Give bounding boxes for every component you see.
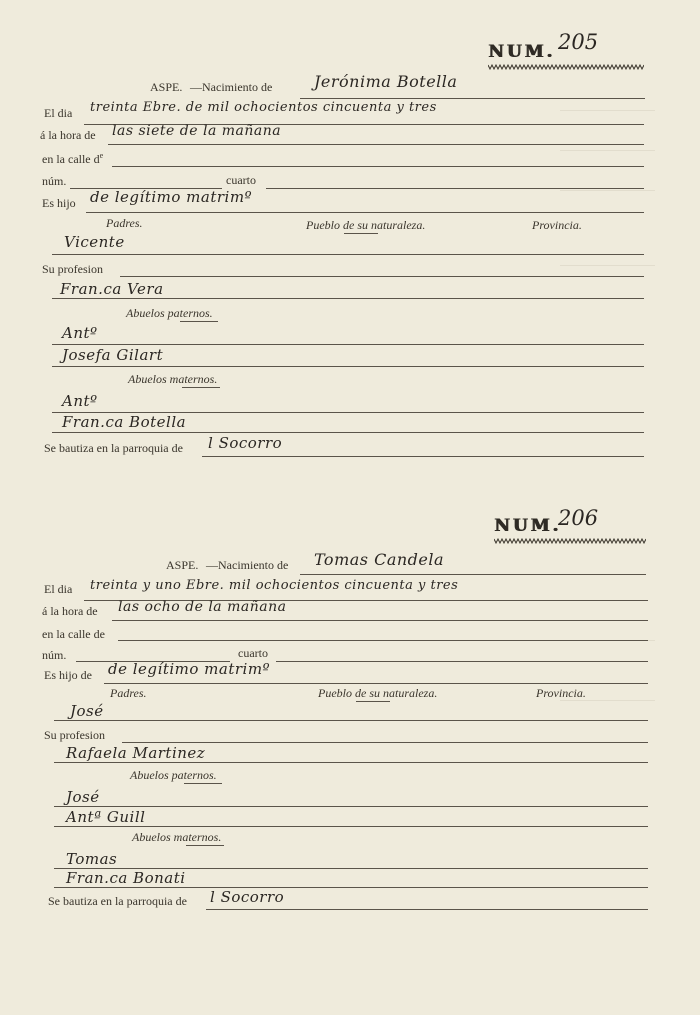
paternal-grandfather: José [66, 788, 100, 806]
mother-name: Rafaela Martinez [66, 744, 206, 762]
paternal-grandmother: Antª Guill [66, 808, 146, 826]
room-line [266, 188, 644, 189]
baptism-label: Se bautiza en la parroquia de [48, 894, 187, 908]
record-number-label: NUM. [494, 516, 562, 536]
father-line [52, 254, 644, 255]
birth-of-label: —Nacimiento de [206, 558, 289, 572]
day-label: El dia [44, 582, 73, 596]
name-line [300, 574, 646, 575]
paternal-grandmother-line [54, 826, 648, 827]
maternal-underline [186, 845, 224, 846]
mother-line [54, 762, 648, 763]
child-of-line [86, 212, 644, 213]
province-label: Provincia. [536, 686, 586, 700]
paternal-grandmother-line [52, 366, 644, 367]
father-name: Vicente [64, 233, 125, 251]
parents-label: Padres. [110, 686, 147, 700]
hour-line [112, 620, 648, 621]
paternal-grandmother: Josefa Gilart [62, 346, 164, 364]
origin-underline [344, 233, 378, 234]
origin-label: Pueblo de su naturaleza. [306, 218, 426, 232]
maternal-grandmother-line [54, 887, 648, 888]
baptism-line [202, 456, 644, 457]
origin-label: Pueblo de su naturaleza. [318, 686, 438, 700]
baptism-parish: l Socorro [210, 888, 285, 906]
profession-line [122, 742, 648, 743]
mother-line [52, 298, 644, 299]
child-of-value: de legítimo matrimº [108, 660, 271, 678]
ornament-zigzag [494, 538, 646, 544]
num-field-label: núm. [42, 174, 67, 188]
paternal-grandparents-label: Abuelos paternos. [130, 768, 217, 782]
maternal-grandfather: Tomas [66, 850, 118, 868]
baptism-label: Se bautiza en la parroquia de [44, 441, 183, 455]
name-line [300, 98, 645, 99]
paternal-grandfather: Antº [62, 324, 98, 342]
room-label: cuarto [226, 173, 256, 187]
paternal-grandfather-line [52, 344, 644, 345]
birth-of-label: —Nacimiento de [190, 80, 273, 94]
paternal-underline [184, 783, 222, 784]
birth-record [0, 28, 700, 468]
street-label: en la calle de [42, 627, 105, 641]
num-field-label: núm. [42, 648, 67, 662]
ornament-zigzag [488, 64, 644, 70]
hour-label: á la hora de [42, 604, 98, 618]
street-line [118, 640, 648, 641]
record-number-label: NUM. [488, 42, 556, 62]
hour-value: las ocho de la mañana [118, 599, 287, 615]
hour-line [108, 144, 644, 145]
birth-record [0, 506, 700, 946]
street-label: en la calle $d^e$ [42, 151, 104, 166]
hour-value: las siete de la mañana [112, 123, 282, 139]
baptism-parish: l Socorro [208, 434, 283, 452]
child-name: Tomas Candela [314, 550, 445, 569]
paternal-grandfather-line [54, 806, 648, 807]
father-name: José [70, 702, 104, 720]
baptism-line [206, 909, 648, 910]
maternal-grandmother: Fran.ca Botella [62, 413, 187, 431]
father-line [54, 720, 648, 721]
town-label: ASPE. [166, 558, 199, 572]
maternal-grandmother: Fran.ca Bonati [66, 869, 186, 887]
paternal-grandparents-label: Abuelos paternos. [126, 306, 213, 320]
parents-label: Padres. [106, 216, 143, 230]
town-label: ASPE. [150, 80, 183, 94]
maternal-underline [182, 387, 220, 388]
province-label: Provincia. [532, 218, 582, 232]
maternal-grandmother-line [52, 432, 644, 433]
day-value: treinta Ebre. de mil ochocientos cincuenta y tres [90, 100, 437, 115]
day-value: treinta y uno Ebre. mil ochocientos cincuenta y tres [90, 578, 459, 593]
maternal-grandparents-label: Abuelos maternos. [132, 830, 222, 844]
origin-underline [356, 701, 390, 702]
hour-label: á la hora de [40, 128, 96, 142]
child-of-line [104, 683, 648, 684]
maternal-grandparents-label: Abuelos maternos. [128, 372, 218, 386]
child-of-label: Es hijo de [44, 668, 92, 682]
paternal-underline [180, 321, 218, 322]
profession-label: Su profesion [42, 262, 103, 276]
mother-name: Fran.ca Vera [60, 280, 164, 298]
record-number-value: 206 [558, 506, 599, 530]
profession-label: Su profesion [44, 728, 105, 742]
street-line [112, 166, 644, 167]
maternal-grandfather: Antº [62, 392, 98, 410]
profession-line [120, 276, 644, 277]
room-line [276, 661, 648, 662]
child-name: Jerónima Botella [314, 72, 458, 91]
day-label: El dia [44, 106, 73, 120]
record-number-value: 205 [558, 30, 599, 54]
child-of-value: de legítimo matrimº [90, 188, 253, 206]
room-label: cuarto [238, 646, 268, 660]
child-of-label: Es hijo [42, 196, 76, 210]
